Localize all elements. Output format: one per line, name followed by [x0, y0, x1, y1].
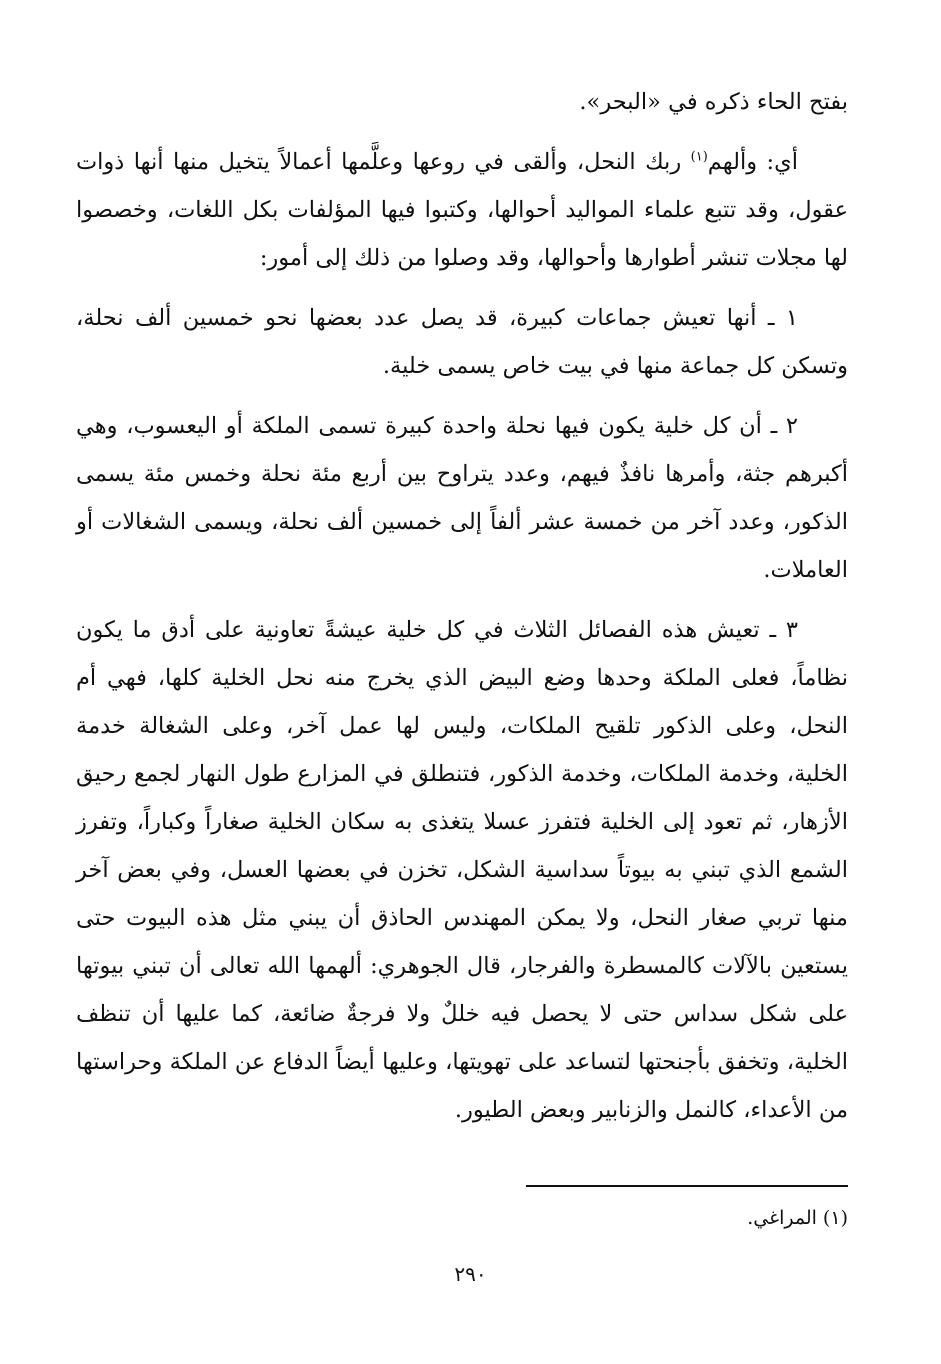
paragraph-continuation: بفتح الحاء ذكره في «البحر».: [579, 89, 848, 115]
page-number: ٢٩٠: [454, 1262, 487, 1286]
paragraph-point-3: ٣ ـ تعيش هذه الفصائل الثلاث في كل خلية عيشةً تعاونية على أدق ما يكون نظاماً، فعلى الملكة وحدها وضع البيض الذي يخرج منه نحل الخلية كلها، فهي أم النحل، وعلى الذكور تلقيح الملكات، وليس لها عمل آخر، وعلى الشغالة خدمة الخلية، وخدمة الملكات، وخدمة الذكور، فتنطلق في المزارع طول النهار لجمع رحيق الأزهار، ثم تعود إلى الخلية فتفرز عسلا يتغذى به سكان الخلية صغاراً وكباراً، وتفرز الشمع الذي تبني به بيوتاً سداسية الشكل، تخزن في بعضها العسل، وفي بعض آخر منها تربي صغار النحل، ولا يمكن المهندس الحاذق أن يبني مثل هذه البيوت حتى يستعين بالآلات كالمسطرة والفرجار، قال الجوهري: ألهمها الله تعالى أن تبني بيوتها على شكل سداس حتى لا يحصل فيه خللٌ ولا فرجةٌ ضائعة، كما عليها أن تنظف الخلية، وتخفق بأجنحتها لتساعد على تهويتها، وعليها أيضاً الدفاع عن الملكة وحراستها من الأعداء، كالنمل والزنابير وبعض الطيور.: [76, 617, 848, 1123]
paragraph-intro-start: أي: وألهم: [707, 149, 798, 175]
page-body: [76, 78, 848, 1134]
footnote: (١) المراغي.: [747, 1207, 848, 1229]
footnote-divider: [526, 1185, 848, 1187]
footnote-reference: (١): [690, 149, 708, 165]
paragraph-point-1: ١ ـ أنها تعيش جماعات كبيرة، قد يصل عدد بعضها نحو خمسين ألف نحلة، وتسكن كل جماعة منها في بيت خاص يسمى خلية.: [76, 305, 848, 379]
paragraph-intro: [76, 138, 848, 282]
paragraph-point-2: ٢ ـ أن كل خلية يكون فيها نحلة واحدة كبيرة تسمى الملكة أو اليعسوب، وهي أكبرهم جثة، وأمرها نافذٌ فيهم، وعدد يتراوح بين أربع مئة نحلة وخمس مئة يسمى الذكور، وعدد آخر من خمسة عشر ألفاً إلى خمسين ألف نحلة، ويسمى الشغالات أو العاملات.: [76, 413, 848, 583]
paragraph-intro-rest: ربك النحل، وألقى في روعها وعلَّمها أعمالاً يتخيل منها أنها ذوات عقول، وقد تتبع علماء المواليد أحوالها، وكتبوا فيها المؤلفات بكل اللغات، وخصصوا لها مجلات تنشر أطوارها وأحوالها، وقد وصلوا من ذلك إلى أمور:: [76, 149, 848, 271]
